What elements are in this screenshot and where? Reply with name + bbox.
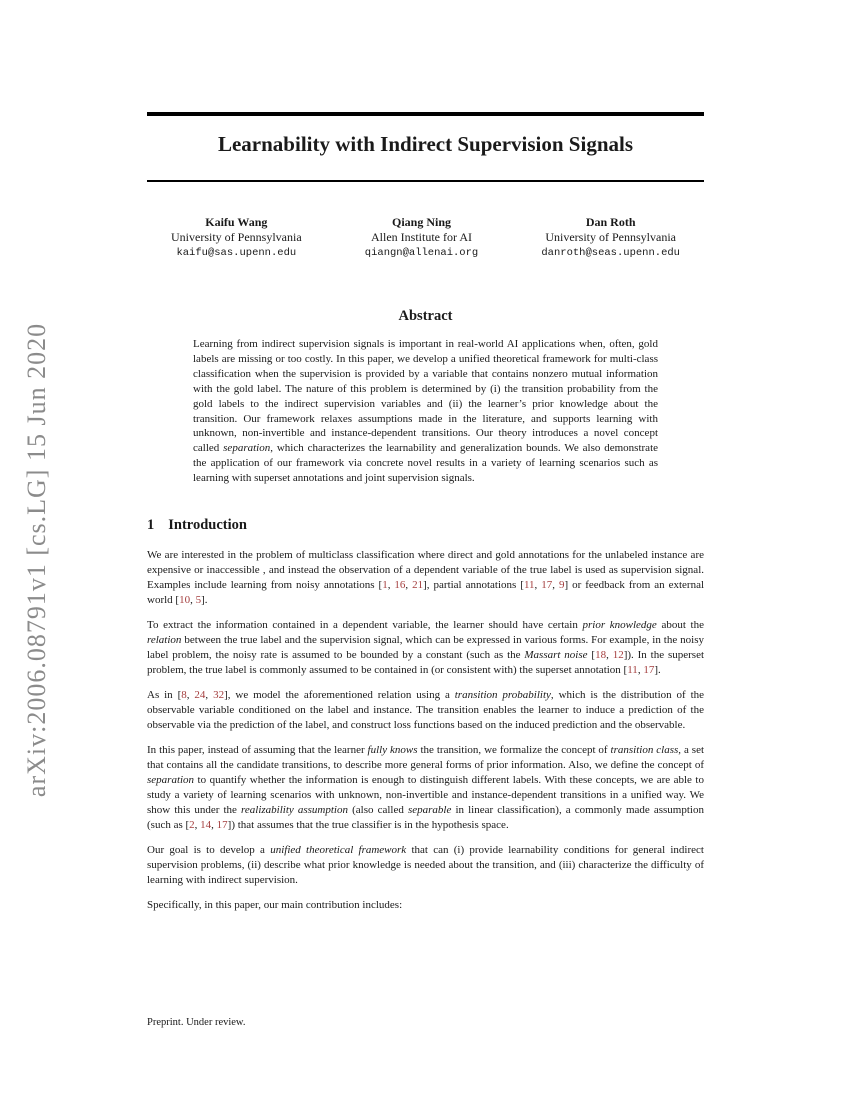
text-run: ]. [201, 594, 208, 607]
paper-content-column [147, 0, 704, 923]
text-run: , which is the distribution of the observable variable conditioned on the label and instance. The transition enables the learner to induce a prediction of the observable via the prediction of the label, and construct loss functions based on the induced prediction and the observable. [147, 689, 705, 732]
section-number: 1 [147, 517, 155, 534]
text-run: , [190, 594, 196, 607]
text-run: ], we model the aforementioned relation using a [224, 689, 455, 702]
author-affiliation: University of Pennsylvania [545, 230, 676, 244]
citation-link[interactable]: 11 [627, 664, 638, 677]
citation-link[interactable]: 17 [541, 579, 553, 592]
paragraph [147, 843, 704, 888]
text-run: Specifically, in this paper, our main contribution includes: [147, 899, 403, 912]
citation-link[interactable]: 32 [213, 689, 225, 702]
emphasis-text: realizability assumption [241, 804, 348, 817]
citation-link[interactable]: 1 [382, 579, 388, 592]
emphasis-text: Massart noise [524, 649, 588, 662]
paragraph [147, 743, 704, 833]
citation-link[interactable]: 5 [195, 594, 202, 607]
author-name: Dan Roth [585, 215, 636, 229]
section-title: Introduction [168, 517, 247, 534]
emphasis-text: prior knowledge [582, 619, 657, 632]
text-run: , [637, 664, 644, 677]
section-body [147, 548, 704, 913]
emphasis-text: separation [223, 442, 271, 455]
text-run: In this paper, instead of assuming that the learner [147, 744, 368, 757]
text-run: ]) that assumes that the true classifier is in the hypothesis space. [227, 819, 509, 832]
text-run: , [405, 579, 413, 592]
text-run: , which characterizes the learnability and generalization bounds. We also demonstrate the application of our framework via concrete novel results in a variety of learning scenarios such as learning with superset annotations and joint supervision signals. [193, 442, 659, 485]
author-card [171, 215, 302, 261]
citation-link[interactable]: 14 [200, 819, 212, 832]
emphasis-text: separation [147, 774, 195, 787]
citation-link[interactable]: 21 [412, 579, 424, 592]
text-run: , [211, 819, 217, 832]
emphasis-text: unified theoretical framework [270, 844, 407, 857]
paragraph [147, 898, 704, 913]
footer-note: Preprint. Under review. [147, 1017, 246, 1028]
text-run: , [534, 579, 542, 592]
text-run: To extract the information contained in a dependent variable, the learner should have certain [147, 619, 583, 632]
citation-link[interactable]: 16 [394, 579, 406, 592]
author-affiliation: University of Pennsylvania [171, 230, 302, 244]
text-run: ]). In the superset problem, the true label is commonly assumed to be contained in (or consistent with) the superset annotation [ [147, 649, 705, 677]
text-run: to quantify whether the information is enough to distinguish different labels. With these concepts, we are able to study a variety of learning scenarios with unknown, non-invertible and instance-dependent transitions in a unified way. We show this under the [147, 774, 704, 817]
text-run: [ [587, 649, 596, 662]
text-run: ]. [654, 664, 661, 677]
text-run: , a set that contains all the candidate transitions, to describe more general forms of prior information. Also, we define the concept of [147, 744, 705, 772]
paragraph [147, 688, 704, 733]
author-email[interactable]: kaifu@sas.upenn.edu [176, 247, 297, 259]
text-run: , [194, 819, 201, 832]
arxiv-watermark: arXiv:2006.08791v1 [cs.LG] 15 Jun 2020 [22, 322, 51, 798]
title-rule-bottom [147, 180, 704, 182]
text-run: We are interested in the problem of multiclass classification where direct and gold annotations for the unlabeled instance are expensive or inaccessible , and instead the observation of a dependent variable of the true label is used as supervision signal. Examples include learning from noisy annotations [ [147, 549, 704, 592]
text-run: (also called [348, 804, 408, 817]
text-run: between the true label and the supervision signal, which can be expressed in various forms. For example, in the noisy label problem, the noisy rate is assumed to be bounded by a constant (such as the [147, 634, 704, 662]
title-rule-top [147, 112, 704, 116]
text-run: , [387, 579, 395, 592]
text-run: , [205, 689, 214, 702]
citation-link[interactable]: 10 [179, 594, 191, 607]
citation-link[interactable]: 8 [181, 689, 187, 702]
abstract-text [193, 337, 658, 486]
text-run: Learning from indirect supervision signals is important in real-world AI applications when, often, gold labels are missing or too costly. In this paper, we develop a unified theoretical framework for multi-class classification when the supervision is provided by a variable that contains nonzero mutual information with the gold label. The nature of this problem is determined by (i) the transition probability from the gold labels to the indirect supervision variables and (ii) the learner’s prior knowledge about the transition. Our framework relaxes assumptions made in the literature, and supports learning with unknown, non-invertible and instance-dependent transitions. Our theory introduces a novel concept called [193, 338, 658, 455]
author-card [541, 215, 680, 261]
text-run: that can (i) provide learnability conditions for general indirect supervision problems, (ii) describe what prior knowledge is needed about the transition, and (iii) characterize the difficulty of learning with indirect supervision. [147, 844, 704, 887]
author-email[interactable]: qiangn@allenai.org [364, 247, 479, 259]
text-run: ], partial annotations [ [423, 579, 524, 592]
paragraph [147, 548, 704, 608]
text-run: As in [ [147, 689, 182, 702]
text-run: , [606, 649, 613, 662]
author-email[interactable]: danroth@seas.upenn.edu [541, 247, 680, 259]
citation-link[interactable]: 12 [612, 649, 624, 662]
text-run: , [186, 689, 195, 702]
text-run: in linear classification), a commonly made assumption (such as [ [147, 804, 704, 832]
author-affiliation: Allen Institute for AI [371, 230, 472, 244]
text-run: Our goal is to develop a [147, 844, 271, 857]
author-block [147, 215, 704, 261]
author-name: Qiang Ning [392, 215, 452, 229]
emphasis-text: relation [147, 634, 182, 647]
text-run: , [552, 579, 559, 592]
citation-link[interactable]: 17 [643, 664, 655, 677]
paper-title: Learnability with Indirect Supervision Signals [217, 132, 634, 156]
emphasis-text: transition class [610, 744, 679, 757]
section-heading-introduction [147, 517, 704, 533]
abstract-heading: Abstract [398, 308, 453, 324]
text-run: ] or feedback from an external world [ [147, 579, 705, 607]
paragraph [147, 618, 704, 678]
emphasis-text: separable [407, 804, 452, 817]
text-run: about the [656, 619, 704, 632]
citation-link[interactable]: 17 [216, 819, 228, 832]
emphasis-text: fully knows [367, 744, 418, 757]
citation-link[interactable]: 18 [595, 649, 607, 662]
author-name: Kaifu Wang [205, 215, 268, 229]
author-card [365, 215, 478, 261]
citation-link[interactable]: 2 [189, 819, 195, 832]
citation-link[interactable]: 24 [194, 689, 206, 702]
text-run: the transition, we formalize the concept of [417, 744, 611, 757]
citation-link[interactable]: 11 [523, 579, 535, 592]
citation-link[interactable]: 9 [558, 579, 565, 592]
emphasis-text: transition probability [454, 689, 551, 702]
